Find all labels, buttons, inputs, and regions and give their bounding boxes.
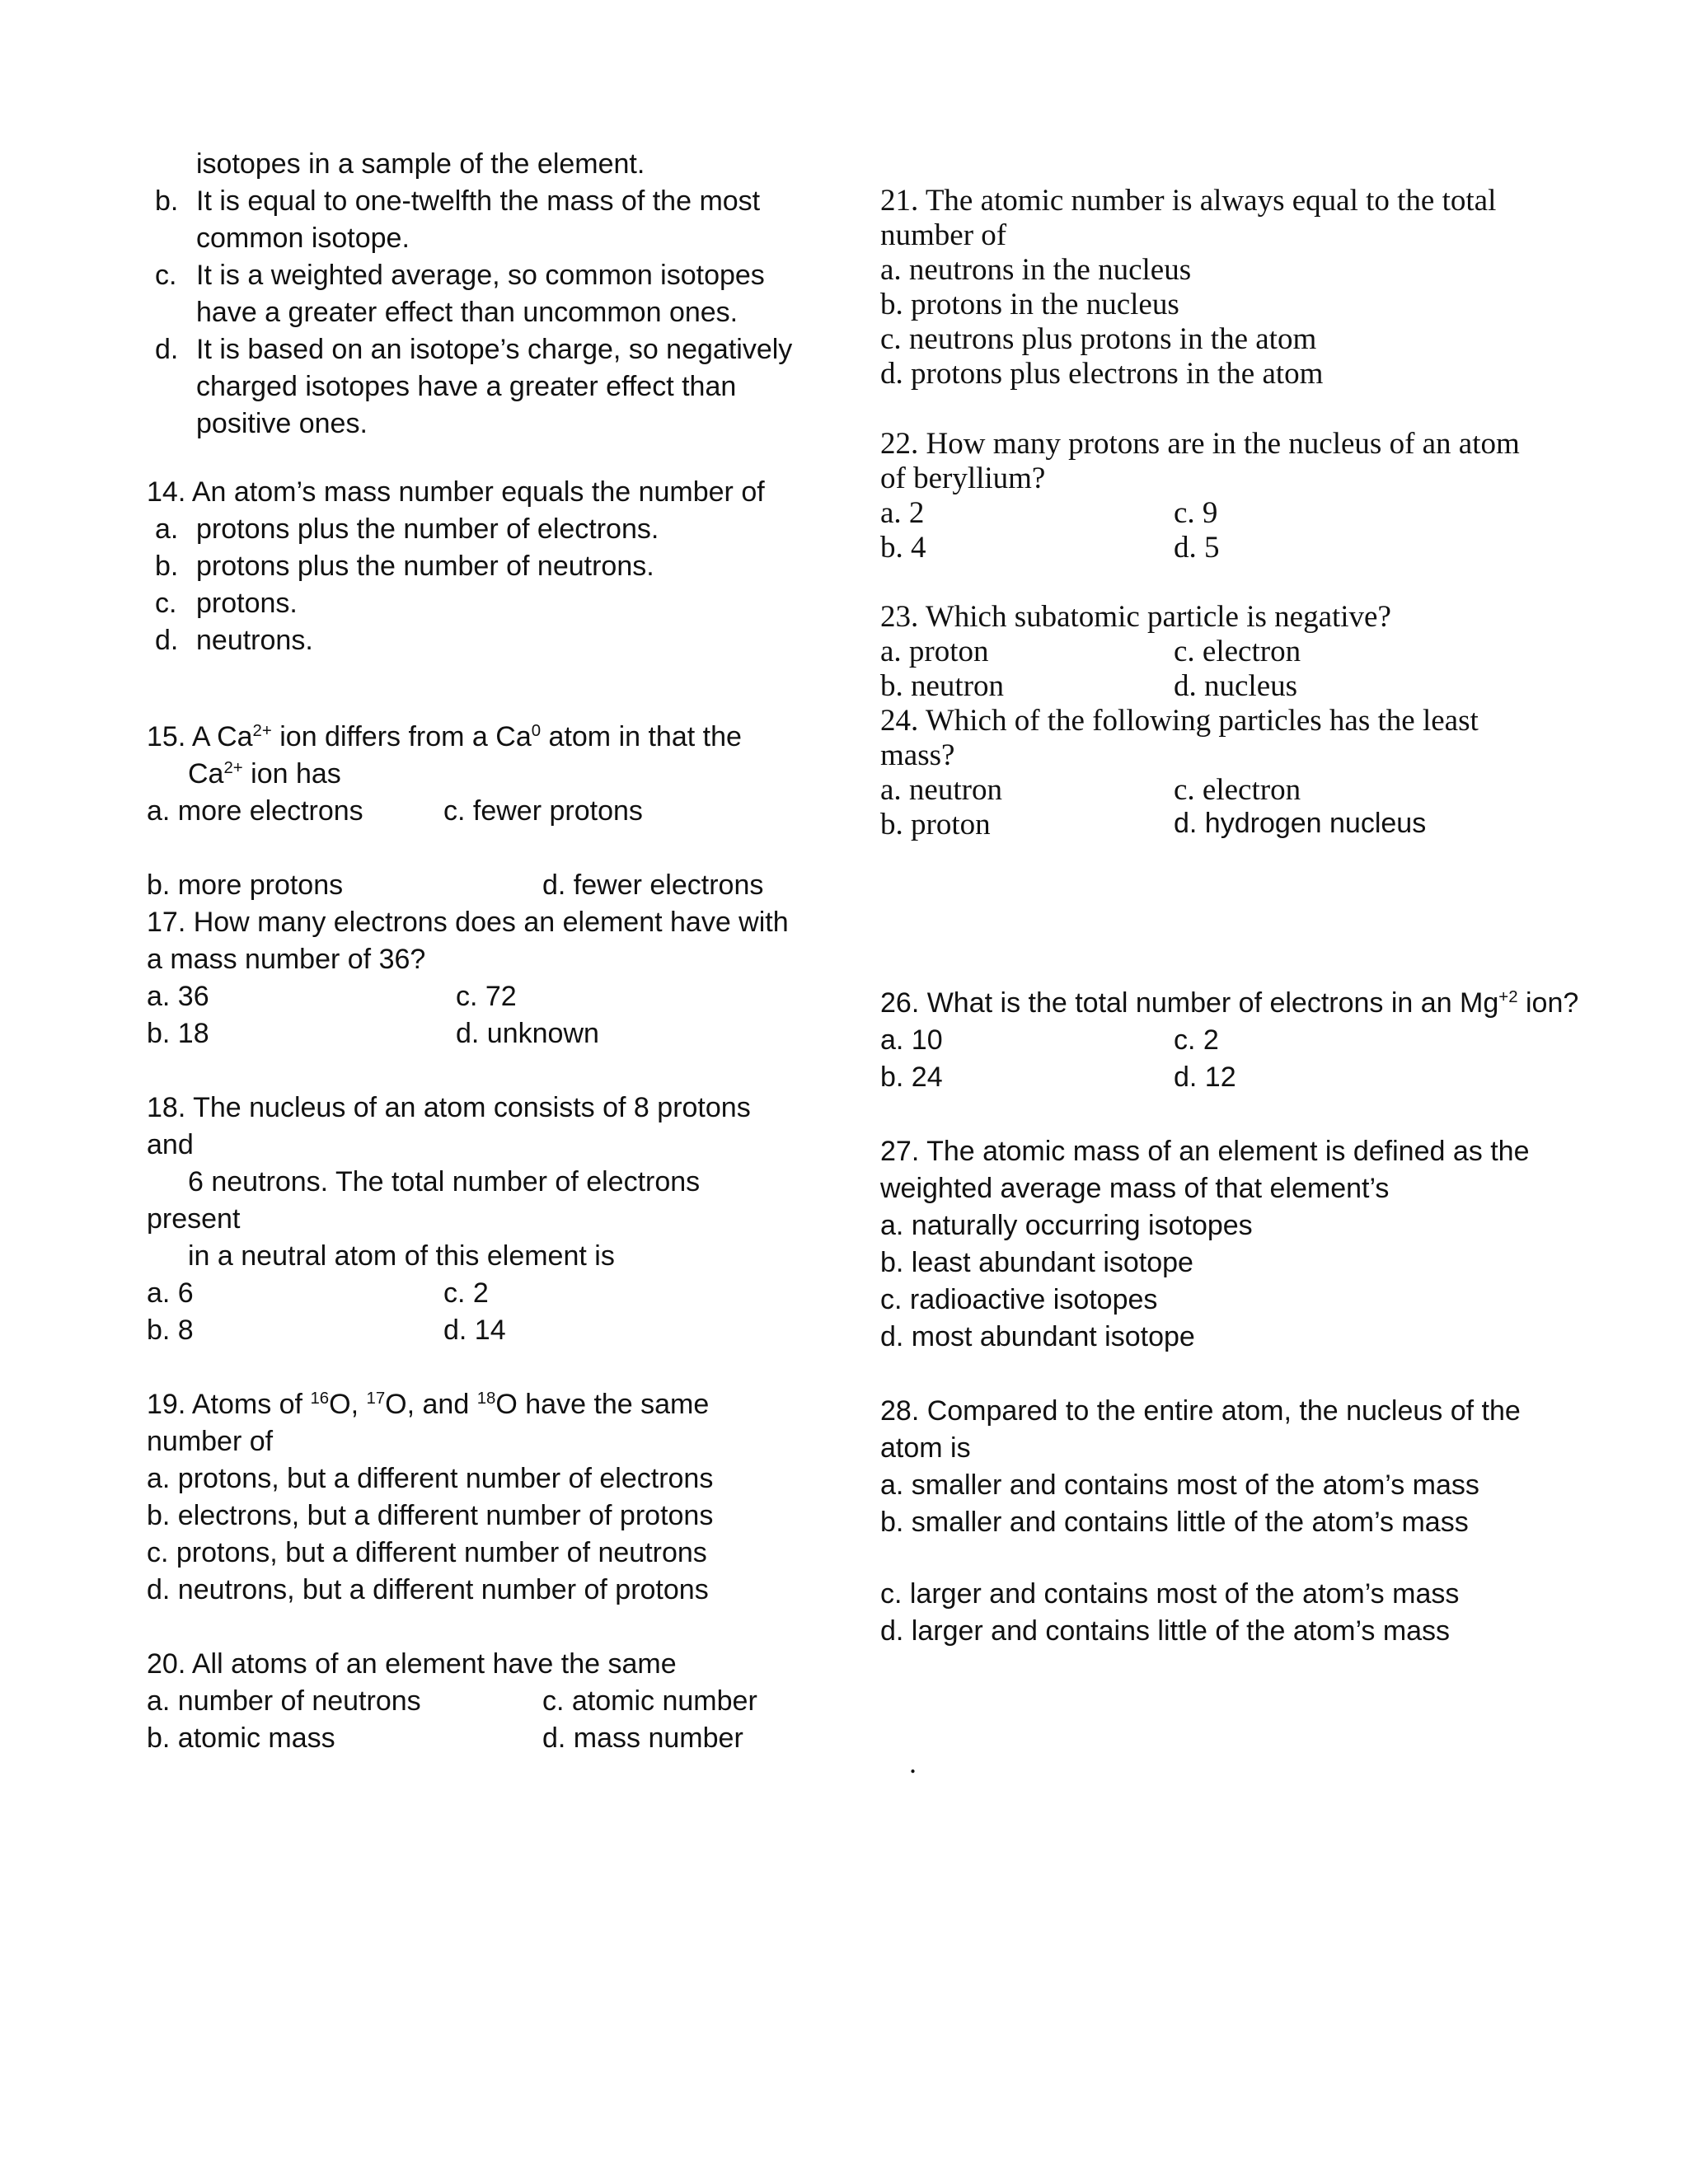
q17-option-a: a. 36 [147,981,209,1012]
q14-option-d-letter: d. [155,625,179,656]
q19-stem-line2: number of [147,1426,274,1457]
q27-option-b: b. least abundant isotope [880,1247,1193,1278]
q26-sup: +2 [1498,987,1518,1006]
q13-option-b-line1: It is equal to one-twelfth the mass of the most [196,185,761,217]
q26-pre: 26. What is the total number of electrons in an Mg [880,987,1499,1019]
q19-option-b: b. electrons, but a different number of protons [147,1500,714,1531]
q19-t1: O, [329,1389,367,1420]
q26-option-a: a. 10 [880,1024,943,1056]
q23-stem: 23. Which subatomic particle is negative? [880,600,1391,634]
q18-option-a: a. 6 [147,1277,194,1309]
q19-pre: 19. Atoms of [147,1389,311,1420]
q18-line3: 6 neutrons. The total number of electrons [188,1166,701,1197]
q24-option-c: c. electron [1174,773,1301,807]
q27-line2: weighted average mass of that element’s [880,1173,1390,1204]
q26-stem [880,989,1578,1017]
q18-line2: and [147,1129,194,1160]
q14-stem: 14. An atom’s mass number equals the number of [147,476,765,508]
q23-option-d: d. nucleus [1174,669,1298,703]
q18-line1: 18. The nucleus of an atom consists of 8 protons [147,1092,751,1123]
q19-option-d: d. neutrons, but a different number of protons [147,1574,709,1605]
q22-line1: 22. How many protons are in the nucleus of an atom [880,427,1520,461]
q21-line2: number of [880,218,1007,252]
q24-option-b: b. proton [880,808,991,841]
q17-option-b: b. 18 [147,1018,209,1049]
q13-option-d-line1: It is based on an isotope’s charge, so negatively [196,334,793,365]
q28-line2: atom is [880,1432,971,1464]
q15-stem-pre: 15. A Ca [147,721,253,752]
q24-line2: mass? [880,738,955,772]
q13-option-c-letter: c. [155,260,177,291]
stray-dot-mark: . [909,1746,917,1779]
q21-option-a: a. neutrons in the nucleus [880,253,1192,287]
q28-option-b: b. smaller and contains little of the atom’s mass [880,1507,1469,1538]
q13-option-c-line2: have a greater effect than uncommon ones. [196,297,738,328]
q15-stem [147,723,742,751]
q28-option-d: d. larger and contains little of the atom’s mass [880,1615,1451,1647]
q13-option-d-letter: d. [155,334,179,365]
q19-t3: O have the same [495,1389,710,1420]
q14-option-d: neutrons. [196,625,313,656]
q22-option-c: c. 9 [1174,496,1218,530]
q28-option-c: c. larger and contains most of the atom’s mass [880,1578,1460,1610]
q26-option-d: d. 12 [1174,1062,1236,1093]
q22-option-a: a. 2 [880,496,925,530]
q28-option-a: a. smaller and contains most of the atom’s mass [880,1469,1479,1501]
q27-option-d: d. most abundant isotope [880,1321,1195,1352]
q26-post: ion? [1517,987,1579,1019]
q15-stem-mid: ion differs from a Ca [271,721,532,752]
q15-l2-post: ion has [242,758,341,790]
q28-line1: 28. Compared to the entire atom, the nucleus of the [880,1395,1521,1427]
q26-option-b: b. 24 [880,1062,943,1093]
q18-line5: in a neutral atom of this element is [188,1240,615,1272]
q15-l2-pre: Ca [188,758,224,790]
q19-sup-17: 17 [366,1389,386,1408]
q15-stem-line2 [188,760,341,788]
q17-option-d: d. unknown [456,1018,599,1049]
q19-option-c: c. protons, but a different number of neutrons [147,1537,707,1568]
q24-line1: 24. Which of the following particles has the least [880,704,1479,738]
q27-option-c: c. radioactive isotopes [880,1284,1158,1315]
q15-option-a: a. more electrons [147,795,363,827]
q13-continuation-line: isotopes in a sample of the element. [196,148,645,180]
q21-option-c: c. neutrons plus protons in the atom [880,322,1317,356]
q14-option-c-letter: c. [155,588,177,619]
q20-option-a: a. number of neutrons [147,1685,421,1717]
q18-option-b: b. 8 [147,1315,194,1346]
q26-option-c: c. 2 [1174,1024,1219,1056]
q13-option-d-line2: charged isotopes have a greater effect than [196,371,737,402]
q27-option-a: a. naturally occurring isotopes [880,1210,1253,1241]
q15-l2-sup: 2+ [223,758,243,777]
q19-stem [147,1390,709,1418]
q13-option-b-line2: common isotope. [196,223,410,254]
q22-option-d: d. 5 [1174,531,1220,565]
q22-line2: of beryllium? [880,462,1046,495]
q15-option-b: b. more protons [147,869,344,901]
q17-stem-line1: 17. How many electrons does an element have with [147,907,789,938]
q27-line1: 27. The atomic mass of an element is defined as the [880,1136,1530,1167]
q21-option-b: b. protons in the nucleus [880,288,1179,321]
q20-option-c: c. atomic number [542,1685,757,1717]
q13-option-d-line3: positive ones. [196,408,368,439]
q15-option-d: d. fewer electrons [542,869,764,901]
q23-option-a: a. proton [880,635,989,668]
q24-option-d: d. hydrogen nucleus [1174,808,1427,839]
q23-option-b: b. neutron [880,669,1005,703]
q15-stem-post: atom in that the [541,721,742,752]
q14-option-a: protons plus the number of electrons. [196,513,659,545]
q13-option-c-line1: It is a weighted average, so common isotopes [196,260,765,291]
q19-sup-16: 16 [310,1389,330,1408]
q13-option-b-letter: b. [155,185,179,217]
q15-option-c: c. fewer protons [443,795,643,827]
q19-t2: O, and [385,1389,477,1420]
q18-option-d: d. 14 [443,1315,506,1346]
q15-sup-charge: 2+ [252,721,272,740]
q20-option-d: d. mass number [542,1722,743,1754]
q15-sup-zero: 0 [531,721,542,740]
q22-option-b: b. 4 [880,531,926,565]
q21-line1: 21. The atomic number is always equal to the total [880,184,1497,218]
q24-option-a: a. neutron [880,773,1002,807]
q23-option-c: c. electron [1174,635,1301,668]
q17-option-c: c. 72 [456,981,517,1012]
q19-sup-18: 18 [476,1389,496,1408]
q14-option-c: protons. [196,588,298,619]
q21-option-d: d. protons plus electrons in the atom [880,357,1324,391]
q20-option-b: b. atomic mass [147,1722,335,1754]
q14-option-b-letter: b. [155,551,179,582]
q14-option-a-letter: a. [155,513,179,545]
q19-option-a: a. protons, but a different number of electrons [147,1463,714,1494]
q14-option-b: protons plus the number of neutrons. [196,551,654,582]
q18-line4: present [147,1203,241,1235]
q17-stem-line2: a mass number of 36? [147,944,426,975]
q20-stem: 20. All atoms of an element have the same [147,1648,677,1680]
q18-option-c: c. 2 [443,1277,489,1309]
